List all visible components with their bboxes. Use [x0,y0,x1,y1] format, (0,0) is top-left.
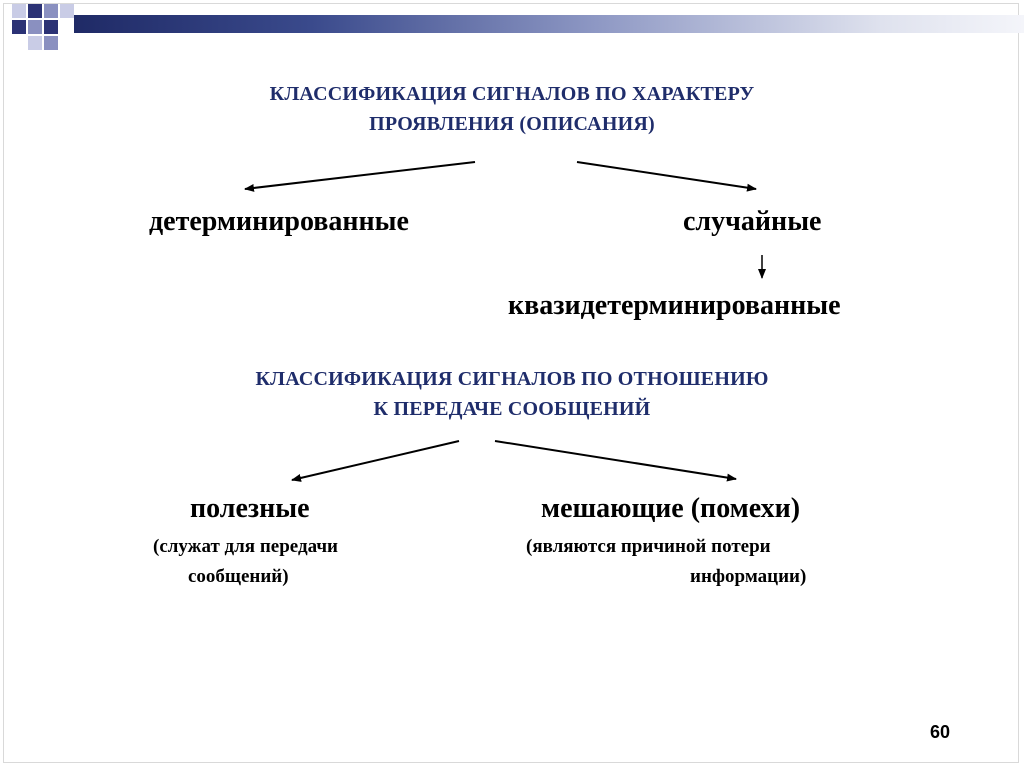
term-quasideterministic: квазидетерминированные [508,290,841,321]
interfering-note-line1: (являются причиной потери [526,536,771,557]
page-number: 60 [930,722,951,742]
useful-note-line1: (служат для передачи [153,536,338,557]
term-interfering: мешающие (помехи) [541,493,801,524]
term-random: случайные [683,206,822,237]
useful-note-line2: сообщений) [188,566,289,587]
arrow-to-deterministic [245,162,475,189]
term-useful: полезные [190,493,310,524]
section1-title-line2: ПРОЯВЛЕНИЯ (ОПИСАНИЯ) [369,113,655,135]
section2-title-line2: К ПЕРЕДАЧЕ СООБЩЕНИЙ [373,398,651,420]
arrow-to-interfering [495,441,736,479]
section2-title-line1: КЛАССИФИКАЦИЯ СИГНАЛОВ ПО ОТНОШЕНИЮ [255,368,769,390]
arrow-to-useful [292,441,459,480]
arrow-to-random [577,162,756,189]
interfering-note-line2: информации) [690,566,807,587]
section1-title-line1: КЛАССИФИКАЦИЯ СИГНАЛОВ ПО ХАРАКТЕРУ [269,83,755,105]
term-deterministic: детерминированные [149,206,409,237]
